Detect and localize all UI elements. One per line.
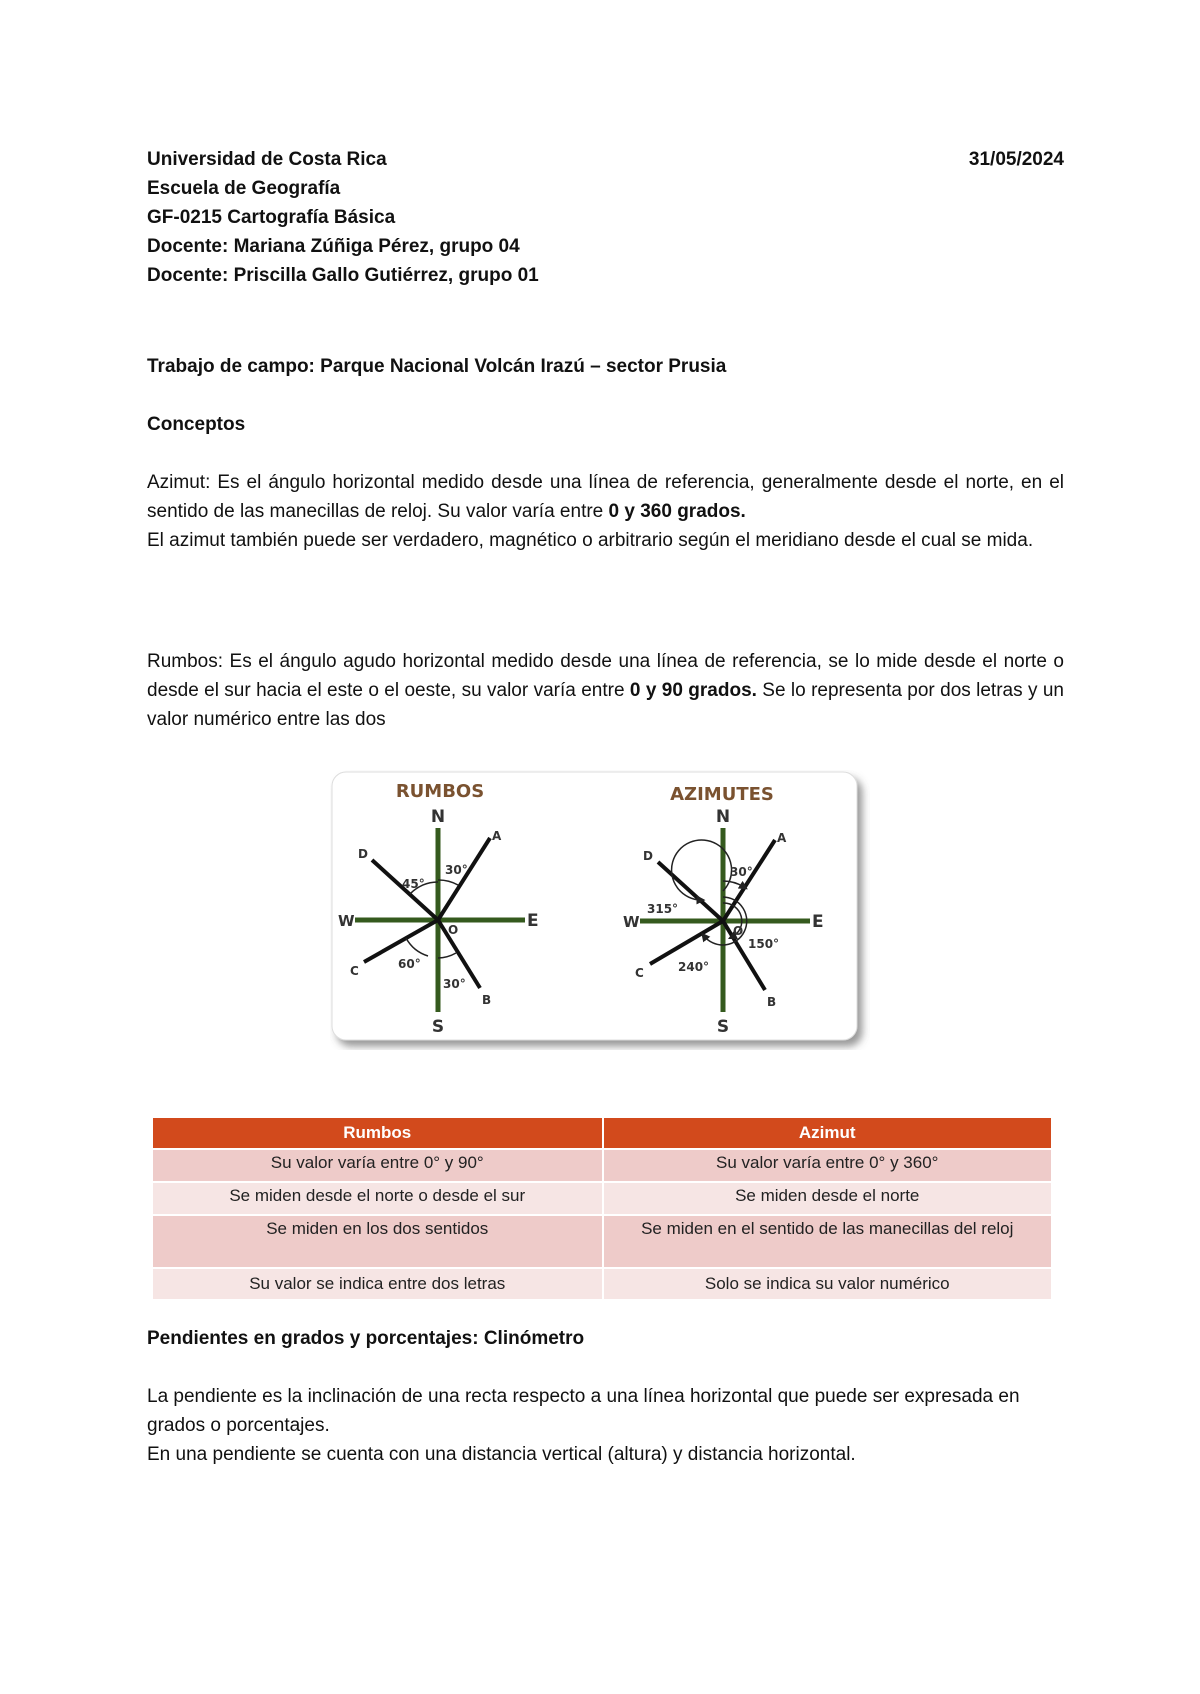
table-row — [153, 1215, 1052, 1268]
teacher-2: Docente: Priscilla Gallo Gutiérrez, grupo 01 — [147, 265, 539, 286]
azimutes-label-o: O — [733, 924, 744, 938]
azimutes-label-a: A — [777, 831, 787, 845]
rumbos-angle-a: 30° — [445, 863, 468, 877]
rumbos-paragraph — [147, 647, 1064, 734]
azimutes-angle-b: 150° — [748, 937, 780, 951]
rumbos-text: Rumbos: Es el ángulo agudo horizontal medido desde una línea de referencia, se lo mide desde el norte o desde el sur hacia el este o el oeste, su valor varía entre — [147, 651, 1064, 701]
azimutes-label-c: C — [635, 966, 644, 980]
rumbos-label-n: N — [430, 807, 446, 827]
rumbos-diagram-title: RUMBOS — [395, 781, 485, 802]
table-header-row — [153, 1118, 1052, 1149]
table-cell: Se miden en el sentido de las manecillas del reloj — [603, 1215, 1053, 1268]
azimutes-label-d: D — [643, 849, 653, 863]
section-heading-slopes: Pendientes en grados y porcentajes: Clinómetro — [147, 1328, 585, 1349]
rumbos-text-end: Se lo representa por dos letras y un valor numérico entre las dos — [147, 680, 1064, 730]
azimutes-label-n: N — [715, 807, 731, 827]
azimutes-label-w: W — [623, 913, 640, 931]
compass-diagram — [330, 770, 870, 1050]
azimutes-label-s: S — [716, 1017, 730, 1037]
slopes-paragraph-1: La pendiente es la inclinación de una recta respecto a una línea horizontal que puede ser expresada en grados o porcentajes. — [147, 1386, 1020, 1436]
rumbos-label-b: B — [482, 993, 492, 1007]
rumbos-label-a: A — [492, 829, 502, 843]
slopes-paragraph-2: En una pendiente se cuenta con una distancia vertical (altura) y distancia horizontal. — [147, 1444, 856, 1465]
document-date: 31/05/2024 — [968, 149, 1064, 170]
rumbos-label-c: C — [350, 964, 359, 978]
rumbos-label-o: O — [448, 923, 459, 937]
rumbos-angle-b: 30° — [443, 977, 466, 991]
azimut-text: Azimut: Es el ángulo horizontal medido desde una línea de referencia, generalmente desde el norte, en el sentido de las manecillas de reloj. Su valor varía entre — [147, 472, 1064, 522]
school-name: Escuela de Geografía — [147, 178, 341, 199]
document-title: Trabajo de campo: Parque Nacional Volcán Irazú – sector Prusia — [147, 356, 727, 377]
teacher-1: Docente: Mariana Zúñiga Pérez, grupo 04 — [147, 236, 520, 257]
rumbos-label-d: D — [358, 847, 368, 861]
figure-frame — [332, 772, 857, 1040]
azimut-definition — [147, 468, 1064, 555]
rumbos-range: 0 y 90 grados. — [629, 680, 757, 701]
rumbos-azimutes-figure — [330, 770, 870, 1050]
university-name: Universidad de Costa Rica — [147, 149, 387, 170]
section-heading-concepts: Conceptos — [147, 414, 246, 435]
table-cell: Su valor varía entre 0° y 90° — [153, 1149, 603, 1182]
rumbos-label-e: E — [527, 911, 539, 931]
table-cell: Se miden desde el norte — [603, 1182, 1053, 1215]
azimutes-angle-d: 315° — [647, 902, 679, 916]
table-header-rumbos: Rumbos — [153, 1118, 603, 1149]
slopes-definition — [147, 1382, 1064, 1469]
rumbos-label-s: S — [431, 1017, 445, 1037]
rumbos-label-w: W — [338, 912, 355, 930]
rumbos-angle-c: 60° — [398, 957, 421, 971]
table-cell: Su valor varía entre 0° y 360° — [603, 1149, 1053, 1182]
azimut-paragraph-1 — [147, 468, 1064, 526]
course-name: GF-0215 Cartografía Básica — [147, 207, 396, 228]
azimutes-angle-a: 30° — [730, 865, 753, 879]
table-row — [153, 1149, 1052, 1182]
rumbos-definition — [147, 647, 1064, 734]
azimutes-angle-c: 240° — [678, 960, 710, 974]
table-header-azimut: Azimut — [603, 1118, 1053, 1149]
azimutes-diagram-title: AZIMUTES — [670, 784, 774, 805]
table-row — [153, 1268, 1052, 1299]
rumbos-angle-d: 45° — [402, 877, 425, 891]
table-cell: Se miden desde el norte o desde el sur — [153, 1182, 603, 1215]
table-cell: Su valor se indica entre dos letras — [153, 1268, 603, 1299]
table-cell: Se miden en los dos sentidos — [153, 1215, 603, 1268]
azimut-range: 0 y 360 grados. — [608, 501, 746, 522]
azimutes-label-e: E — [812, 912, 824, 932]
table-row — [153, 1182, 1052, 1215]
rumbos-azimut-table — [153, 1118, 1053, 1299]
azimutes-label-b: B — [767, 995, 777, 1009]
azimut-paragraph-2: El azimut también puede ser verdadero, magnético o arbitrario según el meridiano desde el cual se mida. — [147, 530, 1034, 551]
table-cell: Solo se indica su valor numérico — [603, 1268, 1053, 1299]
